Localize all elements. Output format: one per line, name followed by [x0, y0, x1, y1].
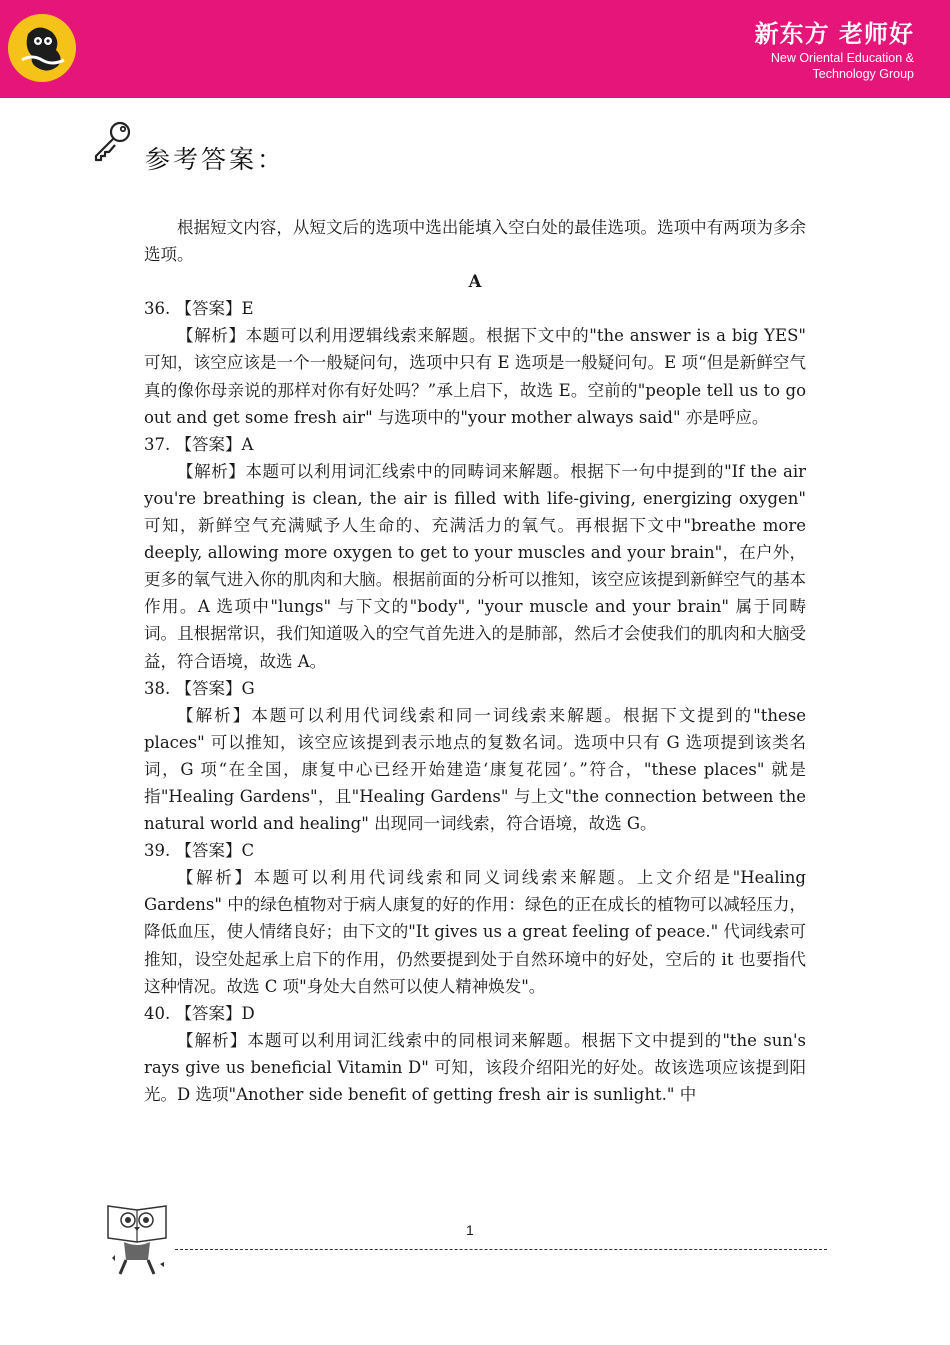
brand-subtitle [614, 50, 914, 82]
answer-heading-37: 37. 【答案】A [144, 434, 254, 454]
answer-analysis-36: 【解析】本题可以利用逻辑线索来解题。根据下文中的"the answer is a big YES" 可知，该空应该是一个一般疑问句，选项中只有 E 选项是一般疑问句。E 项“但是新鲜空气真的像你母亲说的那样对你有好处吗？”承上启下，故选 E。空前的"people tell us to go out and get some fresh air" 与选项中的"your mother always said" 亦是呼应。 [144, 326, 806, 427]
brand-subtitle-line-1: New Oriental Education & [770, 51, 914, 65]
owl-book-mascot-icon [104, 1200, 170, 1284]
answer-heading-39: 39. 【答案】C [144, 841, 255, 861]
answer-heading-38: 38. 【答案】G [144, 678, 255, 698]
part-label: A [468, 272, 482, 292]
answer-analysis-37: 【解析】本题可以利用词汇线索中的同畴词来解题。根据下一句中提到的"If the air you're breathing is clean, the air is filled with life-giving, energizing oxygen" 可知，新鲜空气充满赋予人生命的、充满活力的氧气。再根据下文中"breathe more deeply, allowing more oxygen to get to your muscles and your brain"，在户外，更多的氧气进入你的肌肉和大脑。根据前面的分析可以推知，该空应该提到新鲜空气的基本作用。A 选项中"lungs" 与下文的"body", "your muscle and your brain" 属于同畴词。且根据常识，我们知道吸入的空气首先进入的是肺部，然后才会使我们的肌肉和大脑受益，符合语境，故选 A。 [144, 461, 806, 671]
key-icon [90, 118, 136, 168]
answer-analysis-39: 【解析】本题可以利用代词线索和同义词线索来解题。上文介绍是"Healing Gardens" 中的绿色植物对于病人康复的好的作用：绿色的正在成长的植物可以减轻压力，降低血压，使人情绪良好；由下文的"It gives us a great feeling of peace." 代词线索可推知，设空处起承上启下的作用，仍然要提到处于自然环境中的好处，空后的 it 也要指代这种情况。故选 C 项"身处大自然可以使人精神焕发"。 [144, 868, 806, 996]
page-header [0, 0, 950, 98]
footer-divider [175, 1249, 827, 1250]
answer-analysis-40: 【解析】本题可以利用词汇线索中的同根词来解题。根据下文中提到的"the sun's rays give us beneficial Vitamin D" 可知，该段介绍阳光的好处。故该选项应该提到阳光。D 选项"Another side benefit of getting fresh air is sunlight." 中 [144, 1030, 806, 1104]
page-number: 1 [466, 1222, 474, 1238]
brand-subtitle-line-2: Technology Group [812, 67, 914, 81]
answer-heading-36: 36. 【答案】E [144, 299, 254, 319]
answer-content [144, 214, 806, 1108]
section-title: 参考答案： [145, 145, 286, 174]
answer-analysis-38: 【解析】本题可以利用代词线索和同一词线索来解题。根据下文提到的"these places" 可以推知，该空应该提到表示地点的复数名词。选项中只有 G 选项提到该类名词，G 项“在全国，康复中心已经开始建造‘康复花园’。”符合，"these places" 就是指"Healing Gardens"，且"Healing Gardens" 与上文"the connection between the natural world and healing" 出现同一词线索，符合语境，故选 G。 [144, 705, 806, 834]
answer-heading-40: 40. 【答案】D [144, 1003, 255, 1023]
intro-paragraph: 根据短文内容，从短文后的选项中选出能填入空白处的最佳选项。选项中有两项为多余选项。 [144, 218, 806, 265]
new-oriental-logo-icon [8, 14, 76, 82]
brand-title: 新东方 老师好 [754, 20, 914, 48]
